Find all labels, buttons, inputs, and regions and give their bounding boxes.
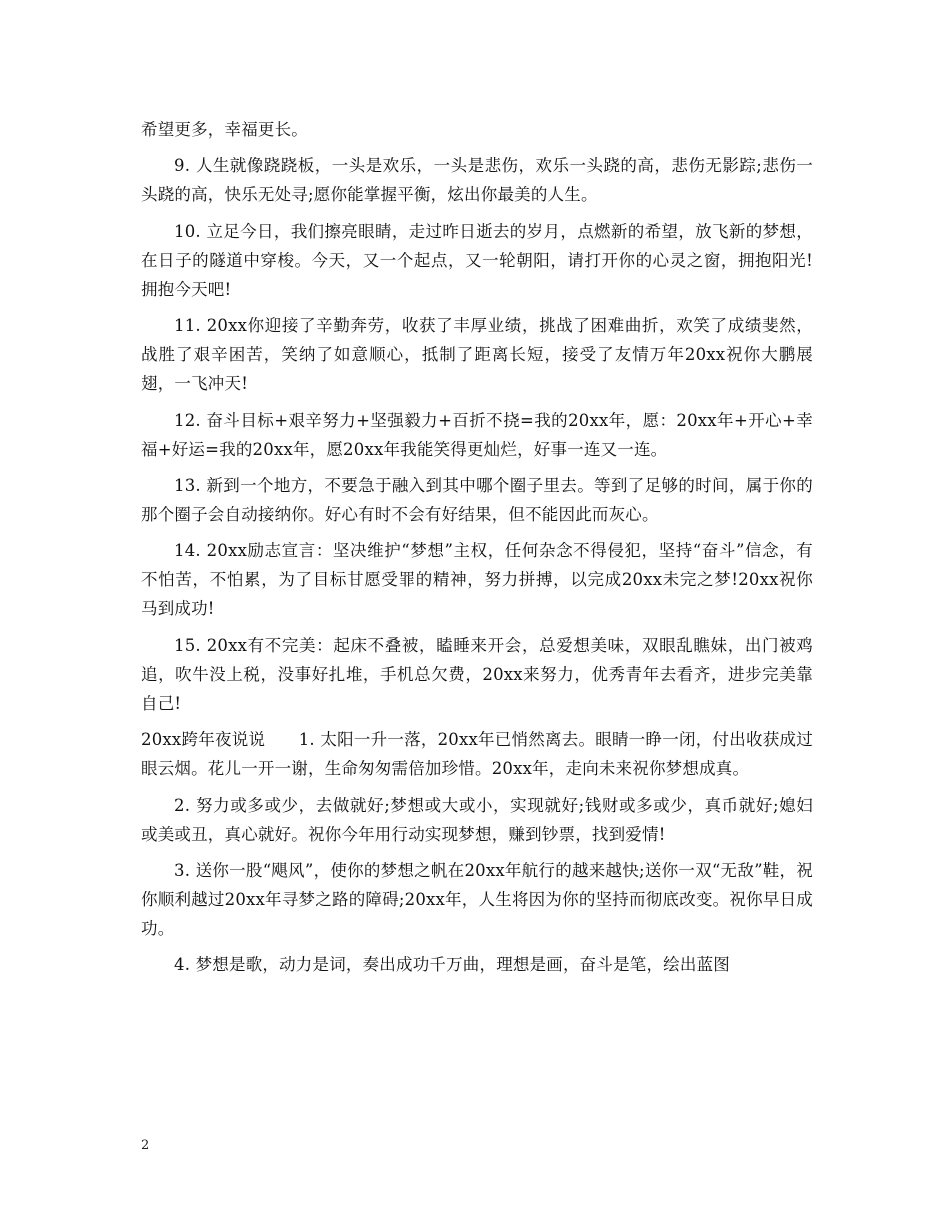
paragraph-item-3: 3. 送你一股“飓风”，使你的梦想之帆在20xx年航行的越来越快;送你一双“无敌”鞋，祝你顺利越过20xx年寻梦之路的障碍;20xx年，人生将因为你的坚持而彻底改变。祝你早日成功。 (141, 860, 813, 938)
paragraph-item-14: 14. 20xx励志宣言：坚决维护“梦想”主权，任何杂念不得侵犯，坚持“奋斗”信念，有不怕苦，不怕累，为了目标甘愿受罪的精神，努力拼搏，以完成20xx未完之梦!20xx祝你马到成功! (141, 541, 813, 619)
page-number: 2 (141, 1138, 150, 1153)
paragraph-item-10: 10. 立足今日，我们擦亮眼睛，走过昨日逝去的岁月，点燃新的希望，放飞新的梦想，在日子的隧道中穿梭。今天，又一个起点，又一轮朝阳，请打开你的心灵之窗，拥抱阳光!拥抱今天吧! (141, 221, 813, 299)
section-heading-paragraph: 20xx跨年夜说说 1. 太阳一升一落，20xx年已悄然离去。眼睛一睁一闭，付出收获成过眼云烟。花儿一开一谢，生命匆匆需倍加珍惜。20xx年，走向未来祝你梦想成真。 (141, 730, 813, 779)
paragraph-item-4: 4. 梦想是歌，动力是词，奏出成功千万曲，理想是画，奋斗是笔，绘出蓝图 (174, 955, 730, 975)
paragraph-item-13: 13. 新到一个地方，不要急于融入到其中哪个圈子里去。等到了足够的时间，属于你的那个圈子会自动接纳你。好心有时不会有好结果，但不能因此而灰心。 (141, 475, 813, 524)
paragraph-item-11: 11. 20xx你迎接了辛勤奔劳，收获了丰厚业绩，挑战了困难曲折，欢笑了成绩斐然，战胜了艰辛困苦，笑纳了如意顺心，抵制了距离长短，接受了友情万年20xx祝你大鹏展翅，一飞冲天! (141, 316, 813, 394)
paragraph-item-15: 15. 20xx有不完美：起床不叠被，瞌睡来开会，总爱想美味，双眼乱瞧妹，出门被鸡追，吹牛没上税，没事好扎堆，手机总欠费，20xx来努力，优秀青年去看齐，进步完美靠自己! (141, 635, 813, 713)
paragraph-item-12: 12. 奋斗目标+艰辛努力+坚强毅力+百折不挠=我的20xx年，愿：20xx年+开心+幸福+好运=我的20xx年，愿20xx年我能笑得更灿烂，好事一连又一连。 (141, 410, 813, 459)
document-body (141, 115, 813, 987)
paragraph-continuation: 希望更多，幸福更长。 (141, 120, 308, 139)
paragraph-item-9: 9. 人生就像跷跷板，一头是欢乐，一头是悲伤，欢乐一头跷的高，悲伤无影踪;悲伤一头跷的高，快乐无处寻;愿你能掌握平衡，炫出你最美的人生。 (141, 156, 813, 205)
paragraph-item-2: 2. 努力或多或少，去做就好;梦想或大或小，实现就好;钱财或多或少，真币就好;媳妇或美或丑，真心就好。祝你今年用行动实现梦想，赚到钞票，找到爱情! (141, 795, 813, 844)
